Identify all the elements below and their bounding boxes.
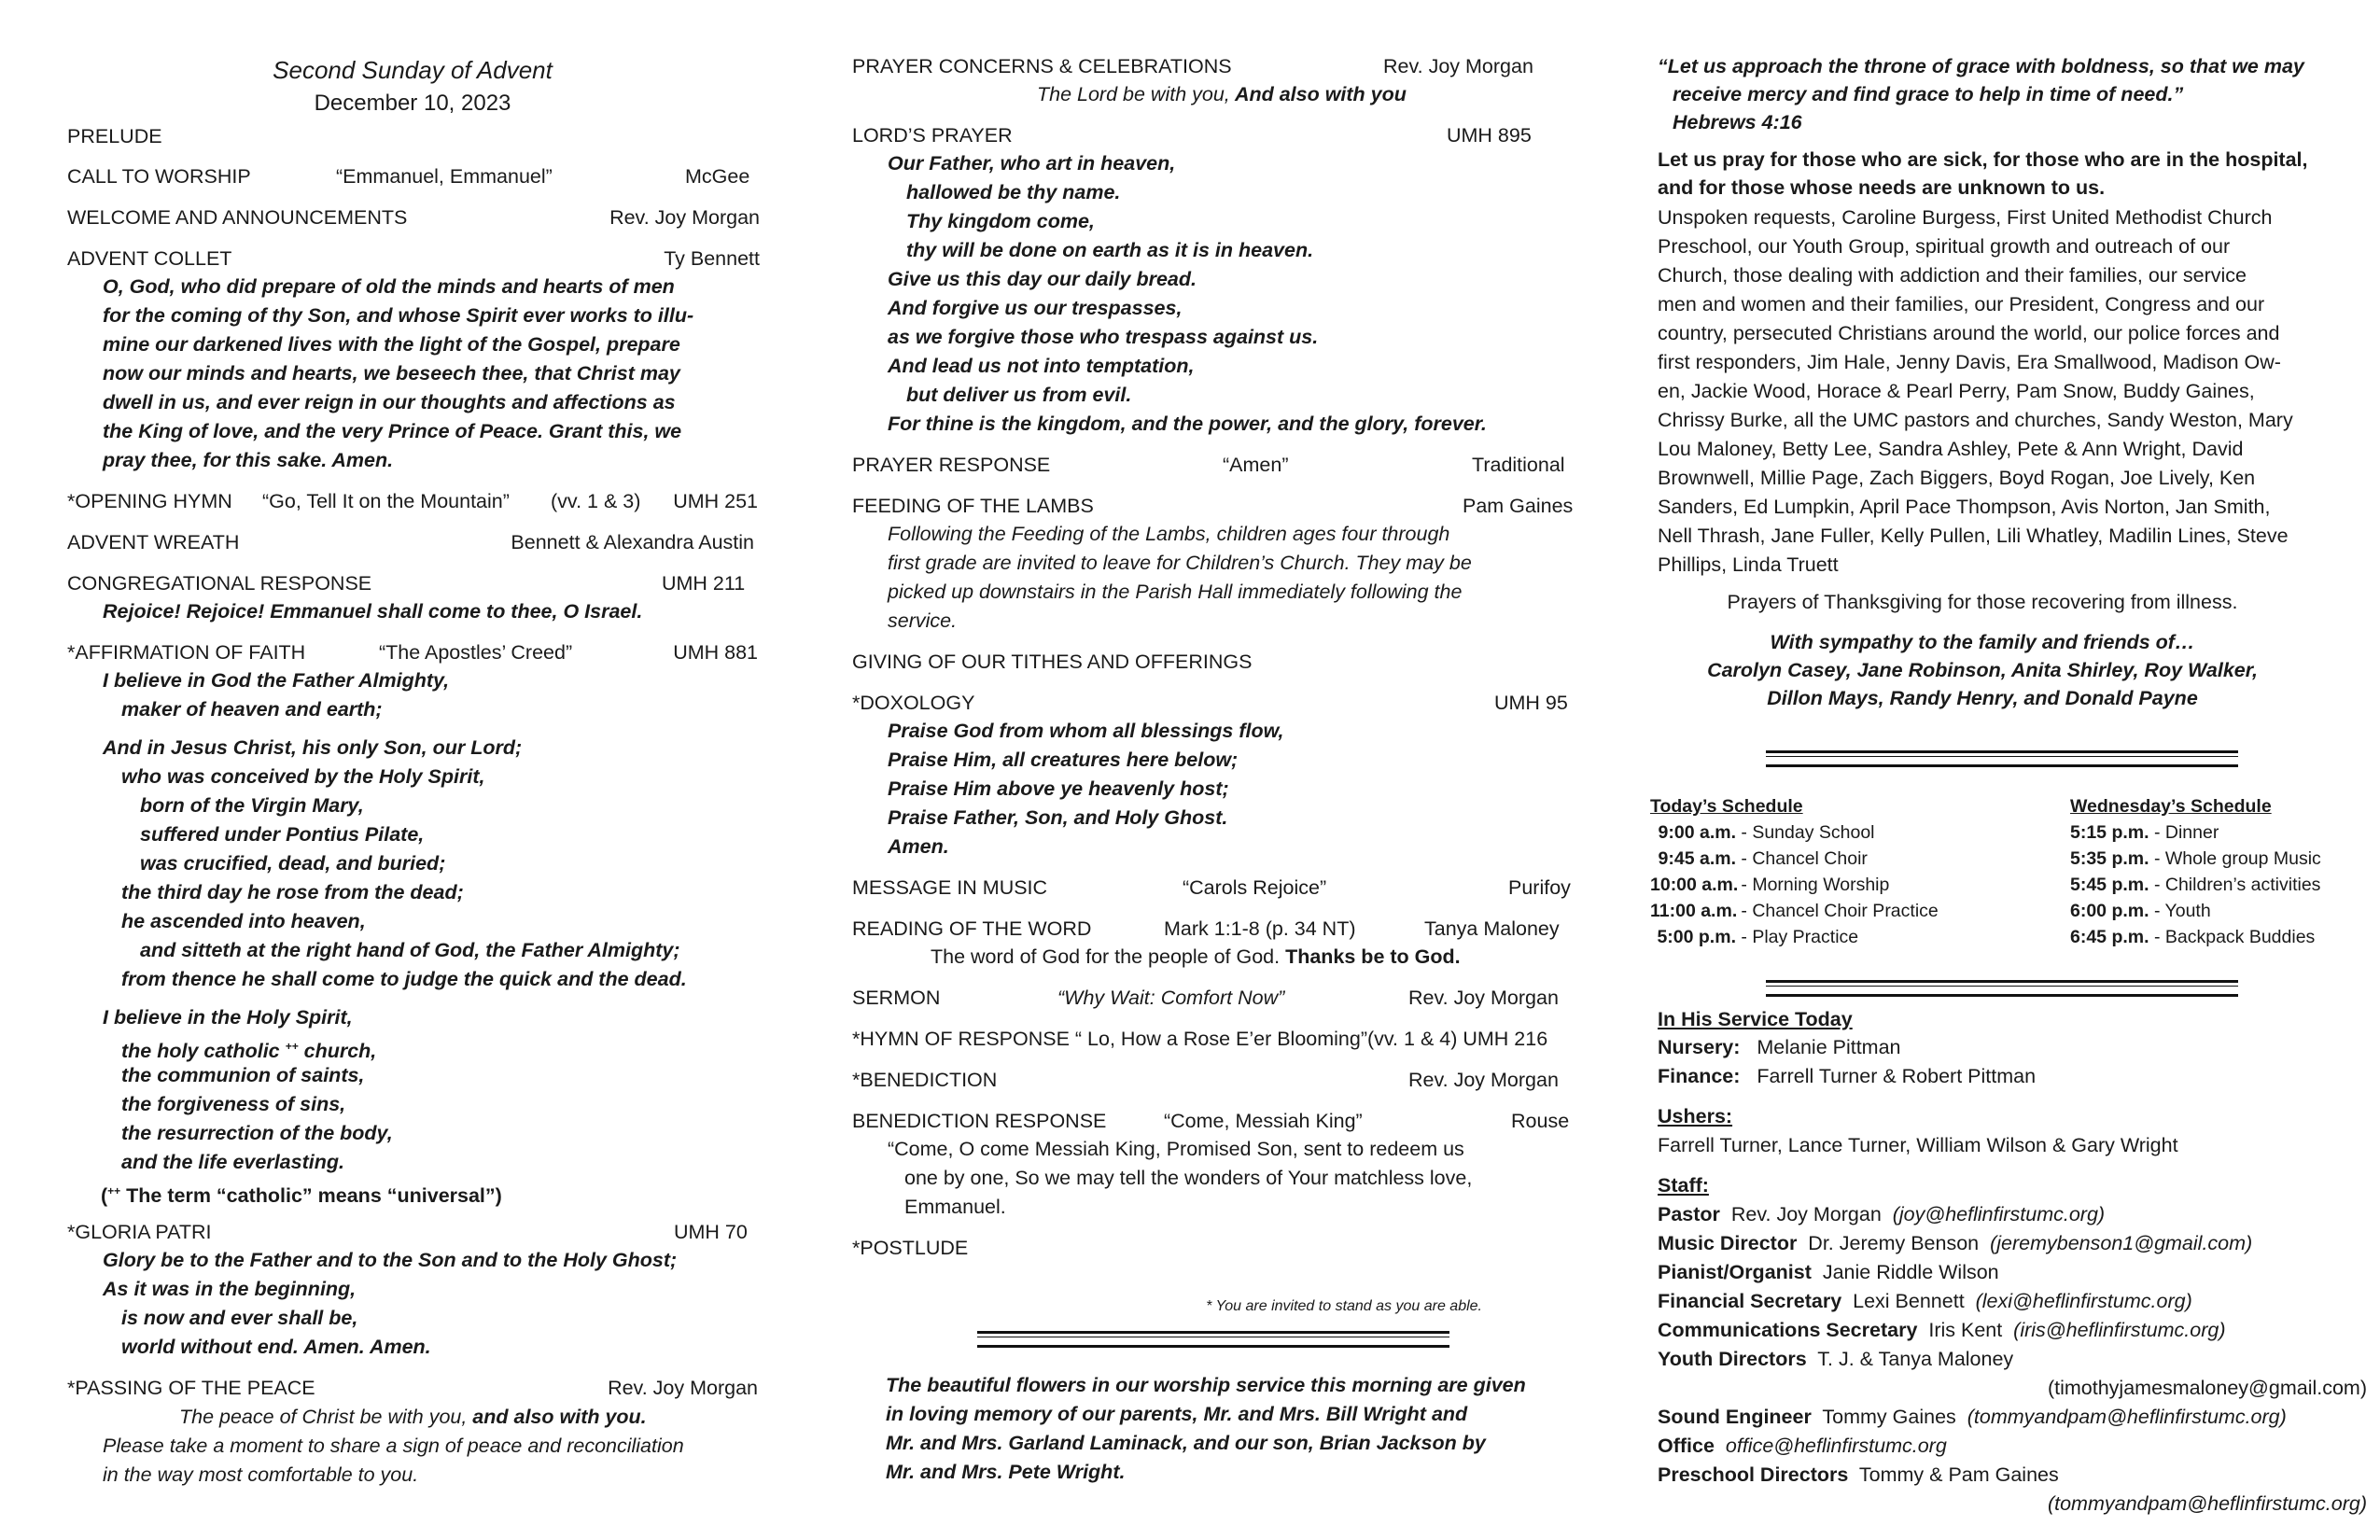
doxology-line: Praise Father, Son, and Holy Ghost.	[888, 806, 1228, 829]
welcome-announcements	[67, 203, 758, 231]
concerns-response	[1037, 80, 1576, 108]
creed-line: And in Jesus Christ, his only Son, our Lord;	[103, 736, 523, 759]
staff-email: (lexi@heflinfirstumc.org)	[1975, 1290, 2192, 1312]
answer-text: Thanks be to God.	[1280, 945, 1461, 968]
prayer-line: but deliver us from evil.	[906, 384, 1132, 406]
prayer-request-line: Phillips, Linda Truett	[1658, 553, 1839, 576]
staff-role: Financial Secretary	[1658, 1290, 1842, 1312]
staff-email: (timothyjamesmaloney@gmail.com)	[2047, 1377, 2367, 1399]
staff-role: Pianist/Organist	[1658, 1261, 1812, 1283]
schedule-item	[1650, 846, 2061, 872]
staff-name: Dr. Jeremy Benson	[1797, 1232, 1991, 1254]
schedule-item	[2070, 898, 2369, 924]
item-leader: Purifoy	[1508, 876, 1571, 899]
prayer-request-line: Unspoken requests, Caroline Burgess, First United Methodist Church	[1658, 206, 2273, 229]
staff-name	[1715, 1435, 1726, 1457]
scripture-verse: “Let us approach the throne of grace with boldness, so that we may	[1658, 55, 2304, 77]
staff-row	[1658, 1432, 2363, 1460]
lambs-note: Following the Feeding of the Lambs, children ages four through	[888, 523, 1450, 545]
flowers-dedication: in loving memory of our parents, Mr. and Mrs. Bill Wright and	[886, 1403, 1468, 1425]
item-label: ADVENT COLLET	[67, 247, 232, 270]
sermon	[852, 984, 1576, 1012]
staff-name: Tommy & Pam Gaines	[1848, 1463, 2059, 1486]
nursery	[1658, 1033, 2363, 1061]
item-label: LORD’S PRAYER	[852, 124, 1013, 147]
schedule-time: 5:15 p.m.	[2070, 822, 2149, 843]
giving-offerings: GIVING OF OUR TITHES AND OFFERINGS	[852, 651, 1253, 673]
staff-name: Tommy Gaines	[1811, 1406, 1967, 1428]
prayer-request-line: men and women and their families, our President, Congress and our	[1658, 293, 2265, 315]
sympathy-names: Dillon Mays, Randy Henry, and Donald Payne	[1767, 687, 2198, 709]
prayer-request-line: Sanders, Ed Lumpkin, April Pace Thompson, Avis Norton, Jan Smith,	[1658, 496, 2271, 518]
item-ref: UMH 70	[674, 1221, 748, 1243]
creed-line: from thence he shall come to judge the quick and the dead.	[121, 968, 687, 990]
item-ref: UMH 211	[662, 572, 746, 595]
schedule-activity: - Dinner	[2149, 822, 2219, 843]
sympathy-names: Carolyn Casey, Jane Robinson, Anita Shirley, Roy Walker,	[1707, 659, 2258, 681]
item-label: MESSAGE IN MUSIC	[852, 876, 1048, 899]
schedule-item	[2070, 924, 2369, 950]
prayer-request-line: Nell Thrash, Jane Fuller, Kelly Pullen, Lili Whatley, Madilin Lines, Steve	[1658, 525, 2289, 547]
staff-row	[1658, 1287, 2363, 1315]
staff-email: (tommyandpam@heflinfirstumc.org)	[2047, 1492, 2367, 1515]
schedule-time: 10:00 a.m.	[1650, 875, 1739, 895]
collet-line: mine our darkened lives with the light of the Gospel, prepare	[103, 333, 680, 356]
schedule-item	[2070, 819, 2369, 846]
staff-name: Lexi Bennett	[1841, 1290, 1976, 1312]
schedule-activity: - Youth	[2149, 901, 2211, 921]
doxology-line: Praise Him above ye heavenly host;	[888, 777, 1229, 800]
thanksgiving-prayers: Prayers of Thanksgiving for those recovering from illness.	[1727, 591, 2238, 613]
creed-text: church,	[298, 1040, 377, 1063]
flowers-dedication: Mr. and Mrs. Garland Laminack, and our son, Brian Jackson by	[886, 1432, 1486, 1454]
staff-role: Office	[1658, 1435, 1715, 1457]
sermon-title: “Why Wait: Comfort Now”	[1057, 987, 1285, 1009]
staff-name: Iris Kent	[1917, 1319, 2014, 1341]
creed-line: the communion of saints,	[121, 1064, 365, 1086]
staff-email: (iris@heflinfirstumc.org)	[2013, 1319, 2226, 1341]
schedule-time: 5:00 p.m.	[1657, 927, 1736, 947]
item-label: *OPENING HYMN	[67, 490, 232, 512]
service-title: Second Sunday of Advent	[273, 56, 553, 84]
doxology-line: Amen.	[888, 835, 949, 858]
gloria-line: world without end. Amen. Amen.	[121, 1336, 431, 1358]
creed-line: born of the Virgin Mary,	[140, 794, 364, 817]
staff-row	[1658, 1316, 2363, 1344]
service-heading: In His Service Today	[1658, 1008, 1853, 1030]
prayer-request-line: Church, those dealing with addiction and their families, our service	[1658, 264, 2247, 287]
item-title: “Carols Rejoice”	[1183, 876, 1327, 899]
prayer-request-line: Brownwell, Millie Page, Zach Biggers, Boyd Rogan, Joe Lively, Ken	[1658, 467, 2256, 489]
staff-role: Pastor	[1658, 1203, 1720, 1225]
schedule-item	[1650, 819, 2061, 846]
creed-line: maker of heaven and earth;	[121, 698, 383, 721]
service-date: December 10, 2023	[314, 91, 511, 116]
schedule-activity: - Play Practice	[1736, 927, 1859, 947]
item-title: “The Apostles’ Creed”	[379, 641, 573, 664]
item-title: “Emmanuel, Emmanuel”	[336, 165, 553, 188]
staff-email: (jeremybenson1@gmail.com)	[1990, 1232, 2253, 1254]
hymn-of-response: *HYMN OF RESPONSE “ Lo, How a Rose E’er Blooming”(vv. 1 & 4) UMH 216	[852, 1028, 1548, 1050]
item-leader: Ty Bennett	[664, 247, 760, 270]
schedule-time: 9:00 a.m.	[1658, 822, 1736, 843]
prayer-request-line: first responders, Jim Hale, Jenny Davis, Era Smallwood, Madison Ow-	[1658, 351, 2281, 373]
schedule-time: 5:45 p.m.	[2070, 875, 2149, 895]
item-leader: Pam Gaines	[1463, 495, 1574, 517]
lords-prayer	[852, 121, 1576, 149]
creed-line: the third day he rose from the dead;	[121, 881, 464, 903]
creed-line: the forgiveness of sins,	[121, 1093, 346, 1115]
ushers-names: Farrell Turner, Lance Turner, William Wilson & Gary Wright	[1658, 1134, 2178, 1156]
scripture-verse: receive mercy and find grace to help in time of need.”	[1673, 83, 2184, 105]
collet-line: dwell in us, and ever reign in our thoughts and affections as	[103, 391, 676, 413]
prelude: PRELUDE	[67, 125, 162, 147]
item-title: “Go, Tell It on the Mountain”	[262, 490, 510, 512]
item-ref: Mark 1:1-8 (p. 34 NT)	[1164, 917, 1356, 940]
schedule-activity: - Children’s activities	[2149, 875, 2321, 895]
prayer-line: For thine is the kingdom, and the power, and the glory, forever.	[888, 413, 1487, 435]
prayer-request-line: Lou Maloney, Betty Lee, Sandra Ashley, Pete & Ann Wright, David	[1658, 438, 2244, 460]
item-title: “Amen”	[1223, 454, 1289, 476]
schedule-time: 5:35 p.m.	[2070, 848, 2149, 869]
gloria-line: is now and ever shall be,	[121, 1307, 358, 1329]
gloria-line: Glory be to the Father and to the Son and to the Holy Ghost;	[103, 1249, 678, 1271]
creed-line: I believe in God the Father Almighty,	[103, 669, 450, 692]
peace-call: The peace of Christ be with you,	[179, 1406, 468, 1428]
item-title: “Come, Messiah King”	[1164, 1110, 1363, 1132]
collet-line: the King of love, and the very Prince of Peace. Grant this, we	[103, 420, 682, 442]
ushers-heading: Ushers:	[1658, 1105, 1733, 1127]
creed-line: and sitteth at the right hand of God, the Father Almighty;	[140, 939, 680, 961]
collet-line: for the coming of thy Son, and whose Spirit ever works to illu-	[103, 304, 694, 327]
item-verses: (vv. 1 & 3)	[551, 490, 641, 512]
role-label: Finance:	[1658, 1065, 1741, 1087]
schedule-activity: - Whole group Music	[2149, 848, 2321, 869]
staff-role: Youth Directors	[1658, 1348, 1807, 1370]
creed-line: he ascended into heaven,	[121, 910, 366, 932]
section-divider	[1766, 750, 2238, 767]
schedule-activity: - Chancel Choir Practice	[1736, 901, 1939, 921]
person-name: Melanie Pittman	[1740, 1036, 1901, 1058]
passing-of-peace	[67, 1374, 758, 1402]
item-leader: Rev. Joy Morgan	[1408, 1069, 1559, 1091]
item-label: PRAYER RESPONSE	[852, 454, 1051, 476]
advent-collet	[67, 245, 758, 273]
item-label: *AFFIRMATION OF FAITH	[67, 641, 306, 664]
schedule-item	[1650, 924, 2061, 950]
prayer-line: as we forgive those who trespass against us.	[888, 326, 1319, 348]
stand-note: * You are invited to stand as you are able.	[1206, 1298, 1482, 1314]
peace-note: Please take a moment to share a sign of peace and reconciliation	[103, 1435, 684, 1457]
creed-line: the resurrection of the body,	[121, 1122, 393, 1144]
item-leader: Rev. Joy Morgan	[608, 1377, 758, 1399]
creed-line: I believe in the Holy Spirit,	[103, 1006, 353, 1029]
finance	[1658, 1062, 2363, 1090]
schedule-time: 6:00 p.m.	[2070, 901, 2149, 921]
sympathy-heading: With sympathy to the family and friends of…	[1770, 631, 2195, 653]
affirmation-of-faith	[67, 638, 758, 666]
schedule-item	[2070, 846, 2369, 872]
collet-line: O, God, who did prepare of old the minds and hearts of men	[103, 275, 675, 298]
item-leader: Tanya Maloney	[1424, 917, 1560, 940]
footnote-paren: (	[101, 1184, 108, 1208]
staff-email: office@heflinfirstumc.org	[1725, 1435, 1947, 1457]
flowers-dedication: Mr. and Mrs. Pete Wright.	[886, 1461, 1126, 1483]
schedule-item	[2070, 872, 2369, 898]
gloria-patri	[67, 1218, 758, 1246]
item-label: READING OF THE WORD	[852, 917, 1092, 940]
benediction-response	[852, 1107, 1576, 1135]
item-ref: UMH 95	[1494, 692, 1568, 714]
item-leader: Rev. Joy Morgan	[1408, 987, 1559, 1009]
creed-line: was crucified, dead, and buried;	[140, 852, 446, 875]
creed-line: and the life everlasting.	[121, 1151, 344, 1173]
staff-row	[1658, 1229, 2363, 1257]
call-text: The word of God for the people of God.	[931, 945, 1281, 968]
schedule-time: 11:00 a.m.	[1650, 901, 1738, 921]
item-leader: McGee	[685, 165, 750, 188]
benediction-lyric: Emmanuel.	[904, 1196, 1006, 1218]
schedule-item	[1650, 898, 2061, 924]
reading-response	[931, 943, 1576, 971]
item-label: ADVENT WREATH	[67, 531, 240, 553]
peace-answer: and also with you.	[467, 1406, 647, 1428]
doxology-line: Praise Him, all creatures here below;	[888, 749, 1239, 771]
section-divider	[1766, 980, 2238, 997]
prayer-line: And forgive us our trespasses,	[888, 297, 1183, 319]
item-label: BENEDICTION RESPONSE	[852, 1110, 1107, 1132]
call-to-worship	[67, 162, 758, 190]
footnote-mark: ++	[107, 1184, 121, 1197]
peace-note: in the way most comfortable to you.	[103, 1463, 419, 1486]
staff-name: T. J. & Tanya Maloney	[1806, 1348, 2014, 1370]
schedule-heading: Today’s Schedule	[1650, 796, 1803, 817]
item-label: *BENEDICTION	[852, 1069, 998, 1091]
reading-of-word	[852, 915, 1576, 943]
doxology	[852, 689, 1576, 717]
item-label: SERMON	[852, 987, 941, 1009]
schedule-time: 6:45 p.m.	[2070, 927, 2149, 947]
collet-line: pray thee, for this sake. Amen.	[103, 449, 394, 471]
item-leader: Rev. Joy Morgan	[1383, 55, 1533, 77]
prayer-intro: and for those whose needs are unknown to us.	[1658, 176, 2106, 199]
prayer-intro: Let us pray for those who are sick, for those who are in the hospital,	[1658, 148, 2308, 171]
staff-name: Janie Riddle Wilson	[1811, 1261, 1999, 1283]
prayer-line: Thy kingdom come,	[906, 210, 1095, 232]
creed-footnote	[101, 1177, 758, 1210]
staff-email: (joy@heflinfirstumc.org)	[1892, 1203, 2106, 1225]
item-leader: Traditional	[1472, 454, 1565, 476]
staff-row	[1658, 1461, 2363, 1489]
response-text: Rejoice! Rejoice! Emmanuel shall come to thee, O Israel.	[103, 600, 643, 623]
section-divider	[977, 1331, 1449, 1348]
prayer-response	[852, 451, 1576, 479]
staff-role: Music Director	[1658, 1232, 1798, 1254]
staff-name: Rev. Joy Morgan	[1719, 1203, 1893, 1225]
collet-line: now our minds and hearts, we beseech thee, that Christ may	[103, 362, 680, 385]
prayer-line: thy will be done on earth as it is in heaven.	[906, 239, 1314, 261]
item-label: *DOXOLOGY	[852, 692, 975, 714]
message-in-music	[852, 874, 1576, 902]
item-leader: Rouse	[1511, 1110, 1570, 1132]
advent-wreath	[67, 528, 758, 556]
staff-role: Communications Secretary	[1658, 1319, 1918, 1341]
item-label: FEEDING OF THE LAMBS	[852, 495, 1094, 517]
creed-text: the holy catholic	[121, 1040, 286, 1063]
flowers-dedication: The beautiful flowers in our worship service this morning are given	[886, 1374, 1526, 1396]
postlude: *POSTLUDE	[852, 1237, 969, 1259]
role-label: Nursery:	[1658, 1036, 1741, 1058]
answer-text: And also with you	[1229, 83, 1407, 105]
item-label: CONGREGATIONAL RESPONSE	[67, 572, 372, 595]
item-label: PRAYER CONCERNS & CELEBRATIONS	[852, 55, 1232, 77]
congregational-response	[67, 569, 758, 597]
schedule-heading: Wednesday’s Schedule	[2070, 796, 2272, 817]
item-ref: UMH 881	[673, 641, 758, 664]
footnote-text: The term “catholic” means “universal”)	[120, 1184, 502, 1208]
schedule-time: 9:45 a.m.	[1658, 848, 1736, 869]
staff-role: Preschool Directors	[1658, 1463, 1849, 1486]
lambs-note: picked up downstairs in the Parish Hall immediately following the	[888, 581, 1463, 603]
item-leader: Rev. Joy Morgan	[609, 206, 760, 229]
prayer-request-line: Preschool, our Youth Group, spiritual growth and outreach of our	[1658, 235, 2231, 258]
item-label: WELCOME AND ANNOUNCEMENTS	[67, 206, 408, 229]
prayer-request-line: Chrissy Burke, all the UMC pastors and churches, Sandy Weston, Mary	[1658, 409, 2293, 431]
prayer-line: Give us this day our daily bread.	[888, 268, 1197, 290]
opening-hymn	[67, 487, 758, 515]
creed-line: suffered under Pontius Pilate,	[140, 823, 425, 846]
scripture-reference: Hebrews 4:16	[1673, 111, 1802, 133]
prayer-line: Our Father, who art in heaven,	[888, 152, 1176, 175]
staff-row	[1658, 1403, 2363, 1431]
item-ref: UMH 251	[673, 490, 758, 512]
footnote-mark: ++	[285, 1040, 299, 1053]
schedule-item	[1650, 872, 2061, 898]
benediction-lyric: one by one, So we may tell the wonders of Your matchless love,	[904, 1167, 1473, 1189]
item-label: *PASSING OF THE PEACE	[67, 1377, 315, 1399]
doxology-line: Praise God from whom all blessings flow,	[888, 720, 1284, 742]
call-text: The Lord be with you,	[1037, 83, 1230, 105]
benediction	[852, 1066, 1576, 1094]
staff-row	[1658, 1345, 2363, 1373]
creed-line-catholic	[121, 1032, 758, 1065]
prayer-line: hallowed be thy name.	[906, 181, 1121, 203]
staff-row	[1658, 1258, 2363, 1286]
prayer-line: And lead us not into temptation,	[888, 355, 1195, 377]
creed-line: who was conceived by the Holy Spirit,	[121, 765, 485, 788]
staff-heading: Staff:	[1658, 1174, 1709, 1197]
gloria-line: As it was in the beginning,	[103, 1278, 357, 1300]
schedule-activity: - Sunday School	[1736, 822, 1875, 843]
schedule-activity: - Chancel Choir	[1736, 848, 1868, 869]
schedule-activity: - Morning Worship	[1736, 875, 1890, 895]
prayer-request-line: en, Jackie Wood, Horace & Pearl Perry, Pam Snow, Buddy Gaines,	[1658, 380, 2255, 402]
feeding-of-lambs	[852, 492, 1576, 520]
item-leader: Bennett & Alexandra Austin	[511, 531, 754, 553]
lambs-note: service.	[888, 609, 958, 632]
prayer-concerns	[852, 52, 1576, 80]
lambs-note: first grade are invited to leave for Children’s Church. They may be	[888, 552, 1472, 574]
item-label: CALL TO WORSHIP	[67, 165, 251, 188]
person-name: Farrell Turner & Robert Pittman	[1740, 1065, 2037, 1087]
item-label: *GLORIA PATRI	[67, 1221, 212, 1243]
prayer-request-line: country, persecuted Christians around the world, our police forces and	[1658, 322, 2280, 344]
peace-response	[179, 1403, 758, 1431]
benediction-lyric: “Come, O come Messiah King, Promised Son, sent to redeem us	[888, 1138, 1464, 1160]
staff-row	[1658, 1200, 2363, 1228]
item-ref: UMH 895	[1447, 124, 1532, 147]
staff-email: (tommyandpam@heflinfirstumc.org)	[1967, 1406, 2287, 1428]
staff-role: Sound Engineer	[1658, 1406, 1812, 1428]
schedule-activity: - Backpack Buddies	[2149, 927, 2316, 947]
